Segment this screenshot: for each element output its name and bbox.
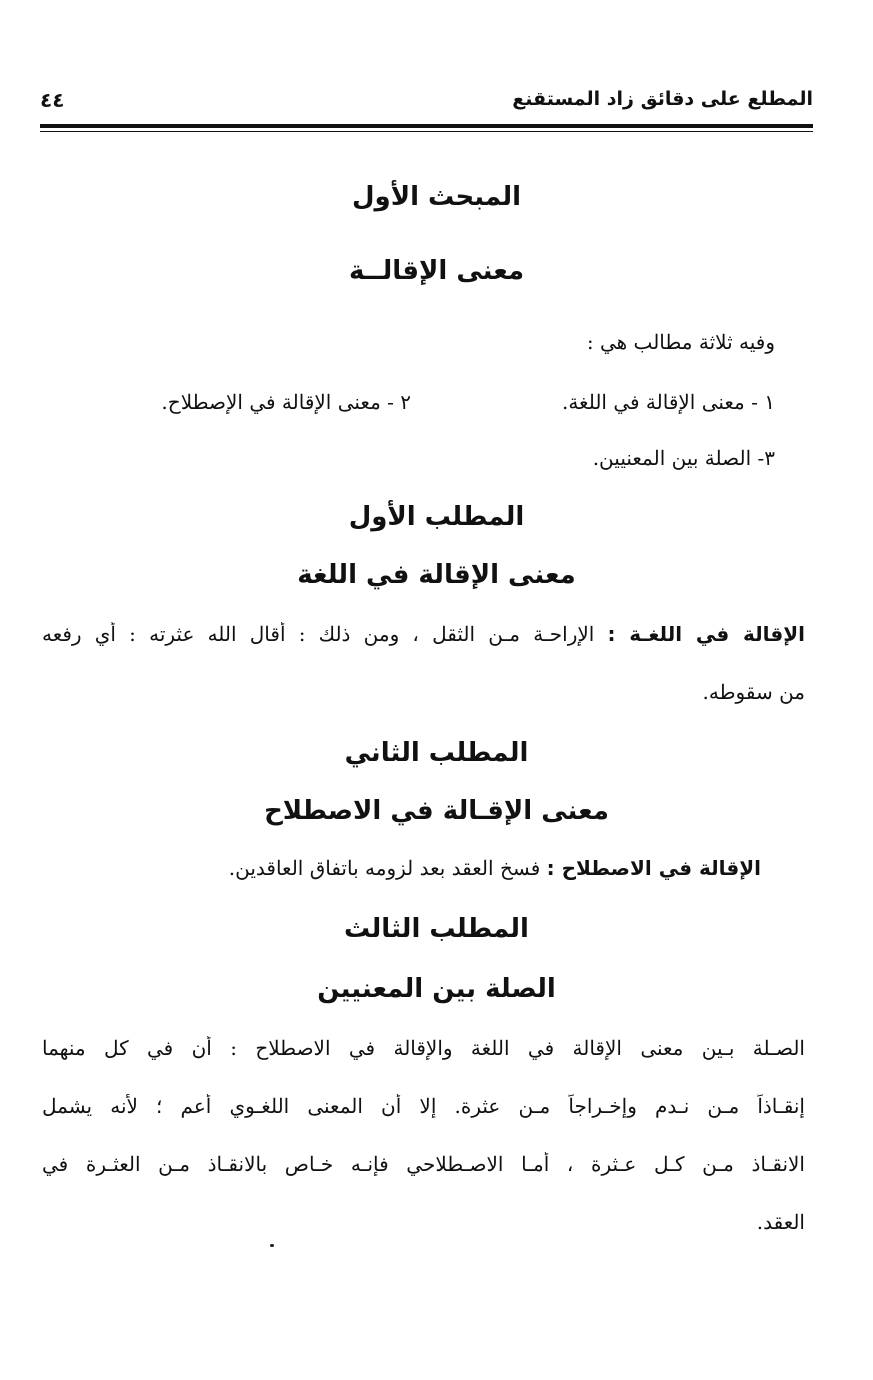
header-rule-thick [40, 124, 813, 128]
matlab3-line-3: الانقـاذ مـن كـل عـثرة ، أمـا الاصـطلاحي فإنـه خـاص بالانقـاذ مـن العثـرة في [42, 1152, 805, 1176]
list-item-1: ١ - معنى الإقالة في اللغة. [561, 390, 775, 414]
page-number: ٤٤ [40, 88, 65, 112]
matlab3-subheading: الصلة بين المعنيين [317, 974, 556, 1004]
matlab3-line-2: إنقـاذاً مـن نـدم وإخـراجاً مـن عثرة. إلا أن المعنى اللغـوي أعم ؛ لأنه يشمل [42, 1094, 805, 1118]
matlab3-line-1: الصـلة بـين معنى الإقالة في اللغة والإقالة في الاصطلاح : أن في كل منهما [42, 1036, 805, 1060]
matlab2-heading: المطلب الثاني [344, 738, 529, 768]
matlab2-definition [229, 856, 761, 880]
matlab2-subheading: معنى الإقـالة في الاصطلاح [264, 796, 609, 826]
matlab1-subheading: معنى الإقالة في اللغة [297, 560, 576, 590]
matlab1-text: الإراحـة مـن الثقل ، ومن ذلك : أقال الله عثرته : أي رفعه [42, 622, 595, 646]
section-subheading: معنى الإقالــة [348, 256, 525, 286]
section-intro: وفيه ثلاثة مطالب هي : [586, 330, 775, 354]
matlab1-term: الإقالة في اللغـة : [607, 622, 805, 646]
matlab1-line-2: من سقوطه. [702, 680, 805, 704]
page-header [40, 88, 813, 128]
running-title: المطلع على دقائق زاد المستقنع [512, 88, 813, 110]
matlab2-text: فسخ العقد بعد لزومه باتفاق العاقدين. [228, 856, 541, 880]
matlab2-term: الإقالة في الاصطلاح : [546, 856, 761, 880]
ink-speck [270, 1244, 274, 1247]
matlab1-heading: المطلب الأول [348, 502, 525, 532]
matlab3-heading: المطلب الثالث [344, 914, 529, 944]
list-item-2: ٢ - معنى الإقالة في الإصطلاح. [161, 390, 411, 414]
section-heading: المبحث الأول [351, 182, 522, 212]
list-item-3: ٣- الصلة بين المعنيين. [592, 446, 775, 470]
matlab1-line-1 [42, 622, 805, 646]
matlab3-line-4: العقد. [756, 1210, 805, 1234]
header-rule-thin [40, 131, 813, 132]
